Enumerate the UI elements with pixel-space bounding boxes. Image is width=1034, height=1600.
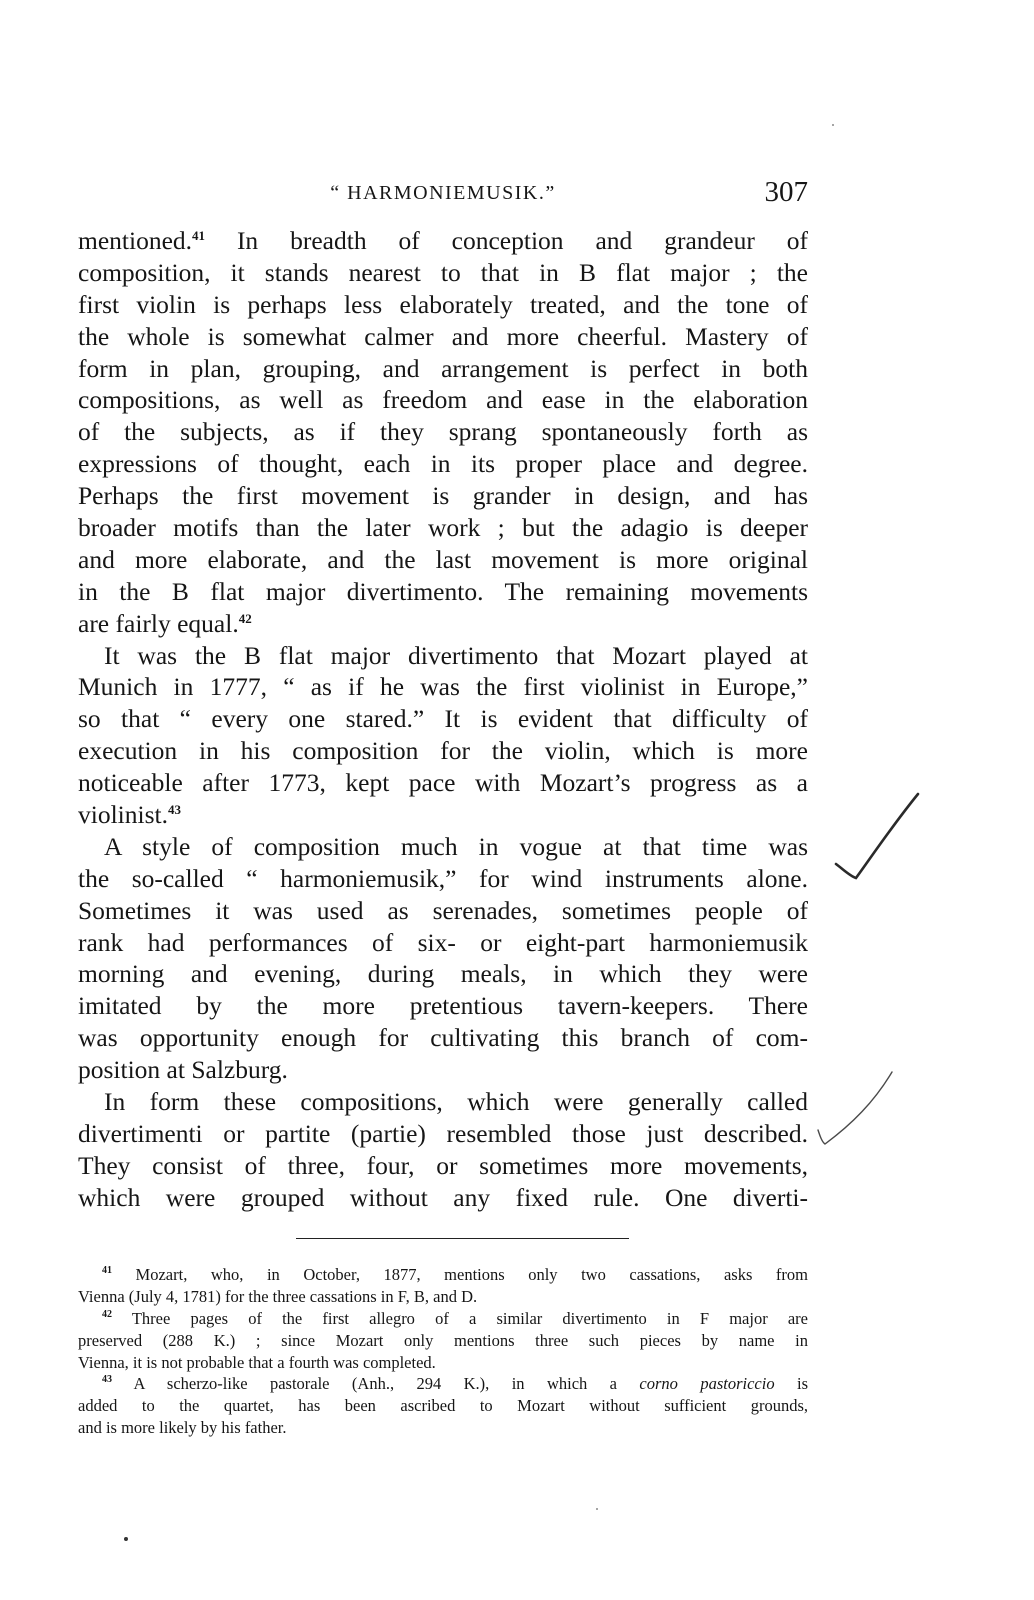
running-head — [78, 176, 808, 216]
footnote-number: 41 — [102, 1265, 112, 1276]
footnote-ref: 41 — [192, 227, 206, 243]
text-line: A style of composition much in vogue at that time was — [104, 831, 808, 861]
body-text — [78, 225, 808, 1214]
text-line: violinist.$^{43}$ — [78, 800, 181, 830]
text-line: so that “ every one stared.” It is evident that difficulty of — [78, 704, 808, 734]
text-line: form in plan, grouping, and arrangement is perfect in both — [78, 353, 808, 383]
footnote-ref: 43 — [167, 801, 181, 817]
footnote-line: $^{43}$ A scherzo-like pastorale (Anh., 294 K.), in which a corno pastoriccio is — [102, 1374, 808, 1394]
text-line: divertimenti or partite (partie) resembled those just described. — [78, 1118, 808, 1148]
pencil-check-mark — [812, 1068, 912, 1148]
text-line: noticeable after 1773, kept pace with Mozart’s progress as a — [78, 768, 808, 798]
italic-term: corno pastoriccio — [639, 1374, 775, 1394]
text-line: the whole is somewhat calmer and more cheerful. Mastery of — [78, 321, 808, 351]
text-line: in the B flat major divertimento. The remaining movements — [78, 576, 808, 606]
page-speck — [832, 124, 834, 126]
footnote-line: and is more likely by his father. — [78, 1418, 287, 1438]
page-speck — [124, 1537, 128, 1541]
text-line: broader motifs than the later work ; but the adagio is deeper — [78, 513, 808, 543]
text-line: of the subjects, as if they sprang spontaneously forth as — [78, 417, 808, 447]
page-number: 307 — [764, 176, 808, 208]
text-line: composition, it stands nearest to that in B flat major ; the — [78, 257, 808, 287]
footnotes — [78, 1264, 808, 1439]
text-line: It was the B flat major divertimento that Mozart played at — [104, 640, 808, 670]
text-line: the so-called “ harmoniemusik,” for wind instruments alone. — [78, 863, 808, 893]
footnote-line: Vienna (July 4, 1781) for the three cassations in F, B, and D. — [78, 1286, 478, 1306]
text-line: first violin is perhaps less elaborately treated, and the tone of — [78, 289, 808, 319]
text-line: execution in his composition for the violin, which is more — [78, 736, 808, 766]
text-line: Munich in 1777, “ as if he was the first violinist in Europe,” — [78, 672, 808, 702]
text-line: and more elaborate, and the last movement is more original — [78, 544, 808, 574]
text-line: are fairly equal.$^{42}$ — [78, 608, 252, 638]
footnote-line: $^{42}$ Three pages of the first allegro of a similar divertimento in F major are — [102, 1308, 808, 1328]
text-line: Sometimes it was used as serenades, sometimes people of — [78, 895, 808, 925]
text-line: compositions, as well as freedom and ease in the elaboration — [78, 385, 808, 415]
footnote-ref: 42 — [238, 610, 252, 626]
footnote-line: preserved (288 K.) ; since Mozart only mentions three such pieces by name in — [78, 1330, 808, 1350]
footnote-line: $^{41}$ Mozart, who, in October, 1877, mentions only two cassations, asks from — [102, 1265, 808, 1284]
text-line: expressions of thought, each in its proper place and degree. — [78, 449, 808, 479]
footnote-rule — [296, 1238, 629, 1239]
footnote-line: Vienna, it is not probable that a fourth was completed. — [78, 1352, 436, 1372]
text-line: was opportunity enough for cultivating this branch of com- — [78, 1023, 808, 1053]
running-title: “ HARMONIEMUSIK.” — [330, 182, 556, 204]
text-line: mentioned.$^{41}$ In breadth of conception and grandeur of — [78, 226, 808, 255]
page-speck — [596, 1508, 598, 1510]
text-line: position at Salzburg. — [78, 1055, 288, 1085]
pencil-check-mark — [830, 790, 930, 900]
text-line: Perhaps the first movement is grander in design, and has — [78, 481, 808, 511]
footnote-number: 43 — [102, 1374, 112, 1386]
footnote-number: 42 — [102, 1308, 112, 1320]
text-line: imitated by the more pretentious tavern-keepers. There — [78, 991, 808, 1021]
text-line: They consist of three, four, or sometimes more movements, — [78, 1150, 808, 1180]
text-line: morning and evening, during meals, in which they were — [78, 959, 808, 989]
text-line: which were grouped without any fixed rule. One diverti- — [78, 1182, 808, 1212]
text-line: rank had performances of six- or eight-part harmoniemusik — [78, 927, 808, 957]
text-line: In form these compositions, which were generally called — [104, 1087, 808, 1117]
footnote-line: added to the quartet, has been ascribed to Mozart without sufficient grounds, — [78, 1396, 808, 1416]
